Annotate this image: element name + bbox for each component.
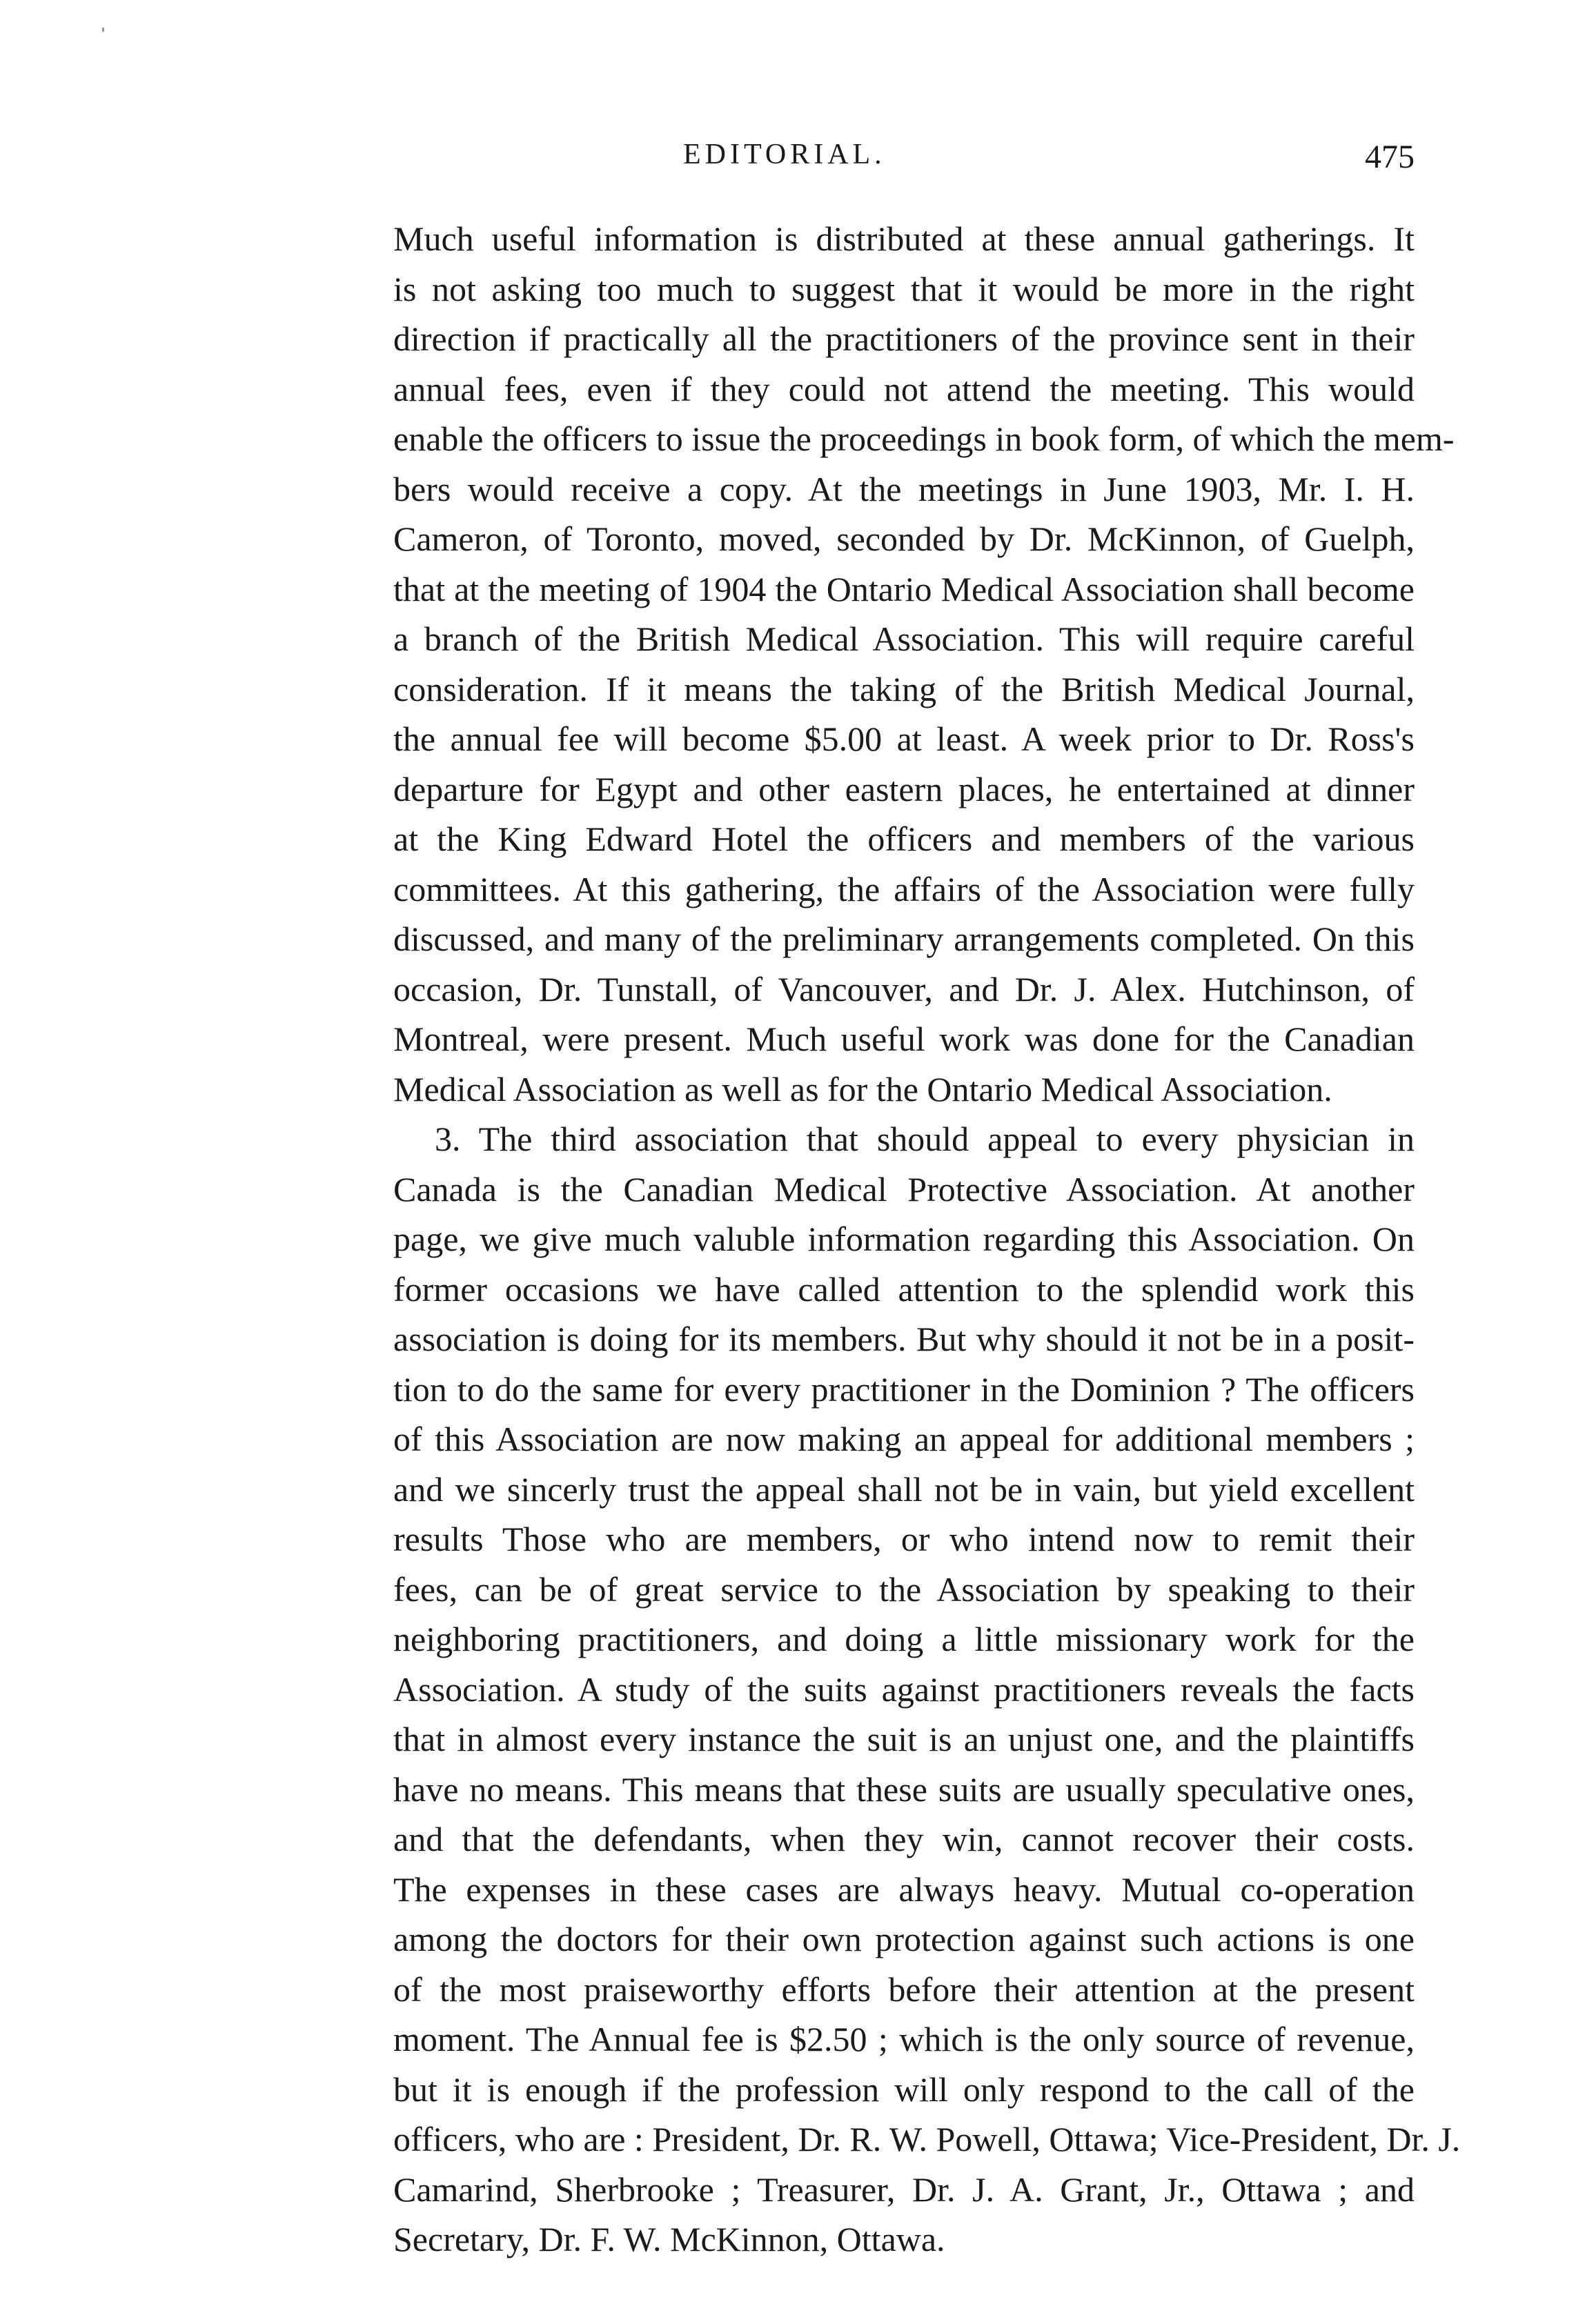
text-line: officers, who are : President, Dr. R. W. Powell, Ottawa; Vice-President, Dr. J.	[393, 2120, 1461, 2158]
text-line: but it is enough if the profession will only respond to the call of the	[393, 2069, 1415, 2109]
text-line: Montreal, were present. Much useful work was done for the Canadian	[393, 1020, 1415, 1058]
text-line: and we sincerly trust the appeal shall not be in vain, but yield excellent	[393, 1469, 1415, 1509]
text-line: association is doing for its members. But why should it not be in a posit-	[393, 1320, 1415, 1358]
text-line: Camarind, Sherbrooke ; Treasurer, Dr. J. A. Grant, Jr., Ottawa ; and	[393, 2169, 1415, 2209]
text-line: tion to do the same for every practitioner in the Dominion ? The officers	[393, 1369, 1415, 1409]
text-line: occasion, Dr. Tunstall, of Vancouver, and Dr. J. Alex. Hutchinson, of	[393, 969, 1415, 1009]
text-line: moment. The Annual fee is $2.50 ; which is the only source of revenue,	[393, 2020, 1415, 2058]
text-line: and that the defendants, when they win, cannot recover their costs.	[393, 1820, 1415, 1858]
editorial-body	[393, 214, 1461, 2265]
text-line: consideration. If it means the taking of the British Medical Journal,	[393, 669, 1415, 708]
text-line: Canada is the Canadian Medical Protective Association. At another	[393, 1169, 1415, 1209]
text-line: Cameron, of Toronto, moved, seconded by Dr. McKinnon, of Guelph,	[393, 519, 1415, 558]
text-line: is not asking too much to suggest that it would be more in the right	[393, 269, 1415, 308]
text-line: of this Association are now making an appeal for additional members ;	[393, 1420, 1415, 1458]
text-line: committees. At this gathering, the affairs of the Association were fully	[393, 869, 1415, 908]
section-title: EDITORIAL.	[683, 139, 886, 170]
text-line: at the King Edward Hotel the officers and members of the various	[393, 820, 1415, 858]
text-line: results Those who are members, or who intend now to remit their	[393, 1520, 1415, 1558]
text-line: departure for Egypt and other eastern places, he entertained at dinner	[393, 769, 1415, 808]
text-line: bers would receive a copy. At the meetings in June 1903, Mr. I. H.	[393, 469, 1415, 508]
text-line: Secretary, Dr. F. W. McKinnon, Ottawa.	[393, 2220, 945, 2258]
text-line: Association. A study of the suits against practitioners reveals the facts	[393, 1669, 1415, 1709]
text-line: of the most praiseworthy efforts before their attention at the present	[393, 1969, 1415, 2009]
text-line: that in almost every instance the suit is an unjust one, and the plaintiffs	[393, 1720, 1415, 1758]
text-line: direction if practically all the practitioners of the province sent in their	[393, 319, 1415, 358]
text-line: The expenses in these cases are always heavy. Mutual co-operation	[393, 1869, 1415, 1909]
page-number: 475	[1365, 139, 1415, 175]
text-line: among the doctors for their own protection against such actions is one	[393, 1920, 1415, 1958]
running-header	[393, 138, 1415, 186]
text-line: Medical Association as well as for the Ontario Medical Association.	[393, 1069, 1332, 1109]
text-line: page, we give much valuble information regarding this Association. On	[393, 1220, 1415, 1258]
text-line: 3. The third association that should appeal to every physician in	[435, 1120, 1415, 1158]
text-line: annual fees, even if they could not attend the meeting. This would	[393, 369, 1415, 408]
text-line: the annual fee will become $5.00 at least. A week prior to Dr. Ross's	[393, 719, 1415, 758]
text-line: neighboring practitioners, and doing a little missionary work for the	[393, 1620, 1415, 1658]
scan-speck	[102, 28, 104, 32]
text-line: that at the meeting of 1904 the Ontario Medical Association shall become	[393, 569, 1415, 608]
text-line: former occasions we have called attention to the splendid work this	[393, 1269, 1415, 1309]
text-line: enable the officers to issue the proceedings in book form, of which the mem-	[393, 419, 1455, 458]
text-line: Much useful information is distributed at these annual gatherings. It	[393, 219, 1415, 258]
text-line: discussed, and many of the preliminary arrangements completed. On this	[393, 920, 1415, 958]
text-line: fees, can be of great service to the Association by speaking to their	[393, 1569, 1415, 1609]
text-line: a branch of the British Medical Association. This will require careful	[393, 619, 1415, 658]
text-line: have no means. This means that these suits are usually speculative ones,	[393, 1769, 1415, 1809]
